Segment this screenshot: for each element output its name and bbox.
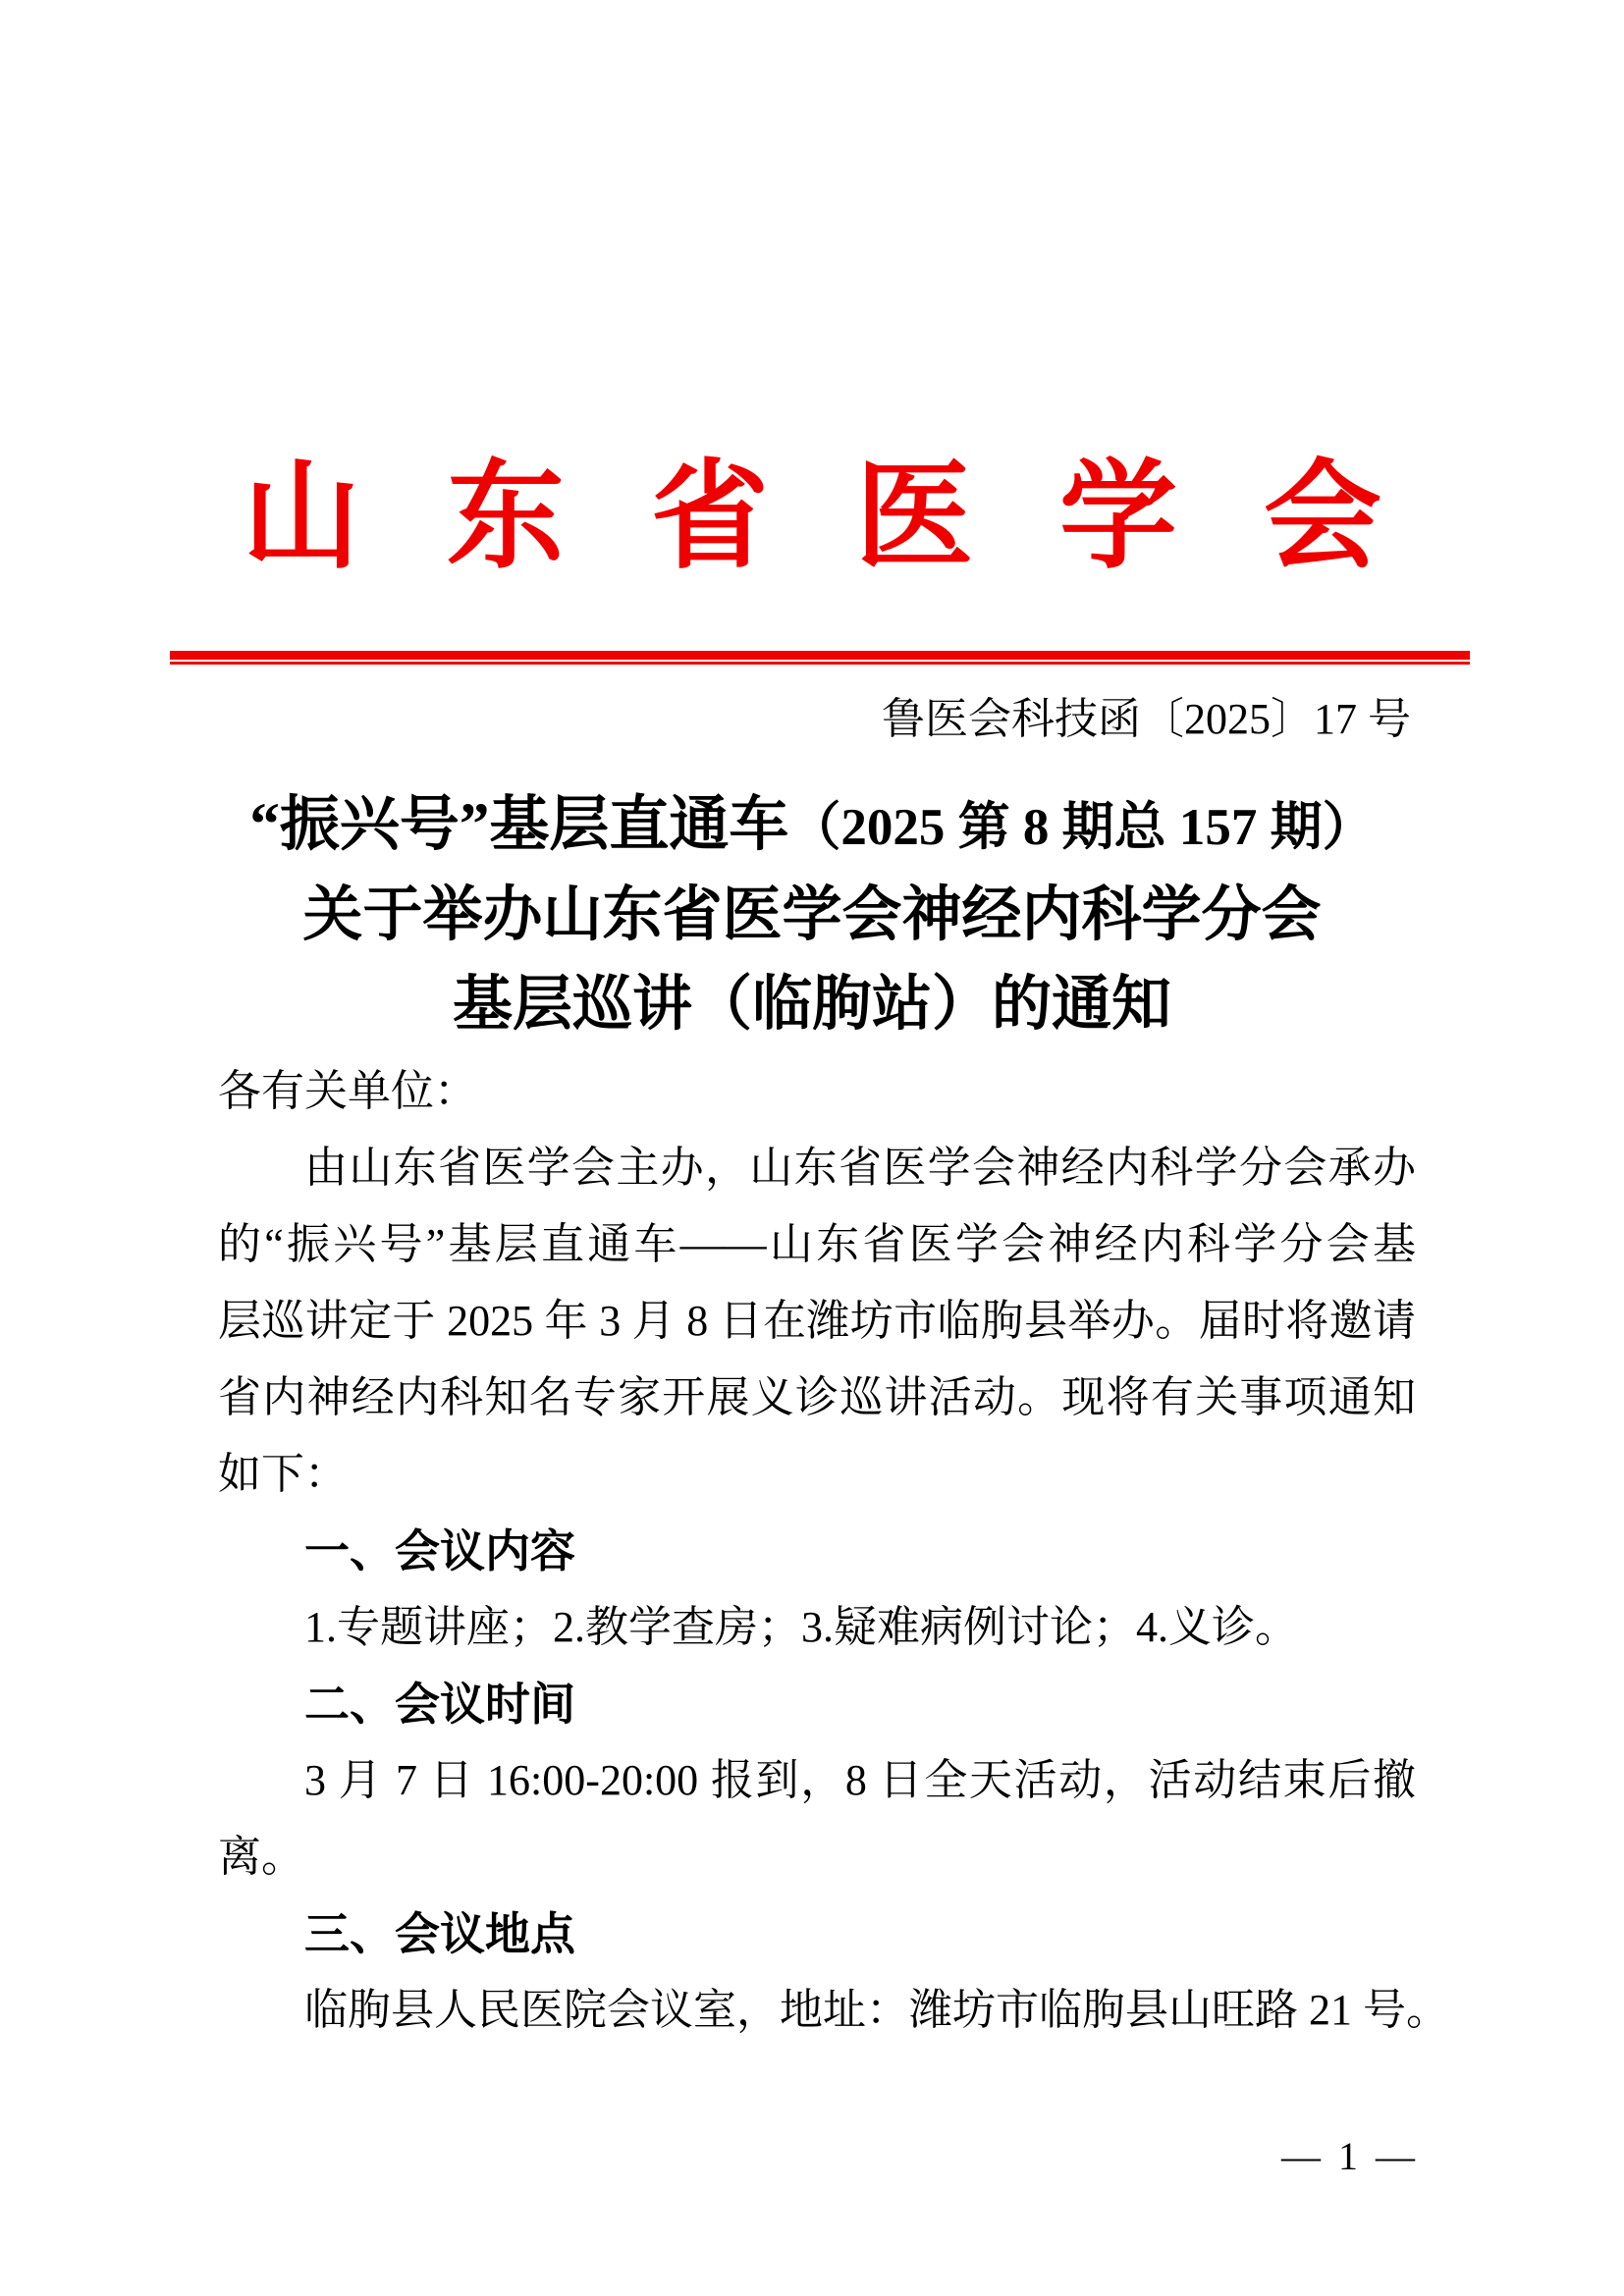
body-line: 临朐县人民医院会议室，地址：潍坊市临朐县山旺路 21 号。 (304, 1986, 1449, 2034)
body-line: 离。 (218, 1833, 304, 1881)
body-line: 由山东省医学会主办，山东省医学会神经内科学分会承办 (304, 1144, 1416, 1192)
body-line: 的“振兴号”基层直通车——山东省医学会神经内科学分会基 (218, 1220, 1416, 1268)
body-line: 如下： (218, 1450, 348, 1498)
letterhead-divider-rule (170, 651, 1470, 665)
section-heading: 三、会议地点 (304, 1908, 575, 1959)
section-heading: 一、会议内容 (304, 1525, 575, 1576)
notice-title-line1-main: “振兴号”基层直通车 (249, 792, 789, 858)
body-line: 1.专题讲座；2.教学查房；3.疑难病例讨论；4.义诊。 (304, 1603, 1298, 1651)
body-text (218, 1053, 1449, 2049)
body-line: 省内神经内科知名专家开展义诊巡讲活动。现将有关事项通知 (218, 1373, 1416, 1421)
notice-title-line1-issue: （2025 第 8 期总 157 期） (788, 799, 1375, 856)
notice-title-line2: 关于举办山东省医学会神经内科学分会 (302, 882, 1322, 948)
body-line: 各有关单位： (218, 1067, 477, 1115)
section-heading: 二、会议时间 (304, 1679, 575, 1730)
notice-title-line1 (0, 780, 1624, 885)
letterhead-org-title: 山东省医学会 (243, 452, 1468, 582)
page-number: — 1 — (1281, 2134, 1419, 2178)
doc-reference-number: 鲁医会科技函〔2025〕17 号 (882, 695, 1411, 743)
notice-title-line3: 基层巡讲（临朐站）的通知 (452, 972, 1171, 1038)
body-line: 层巡讲定于 2025 年 3 月 8 日在潍坊市临朐县举办。届时将邀请 (218, 1297, 1416, 1345)
body-line: 3 月 7 日 16:00-20:00 报到，8 日全天活动，活动结束后撤 (304, 1756, 1416, 1804)
